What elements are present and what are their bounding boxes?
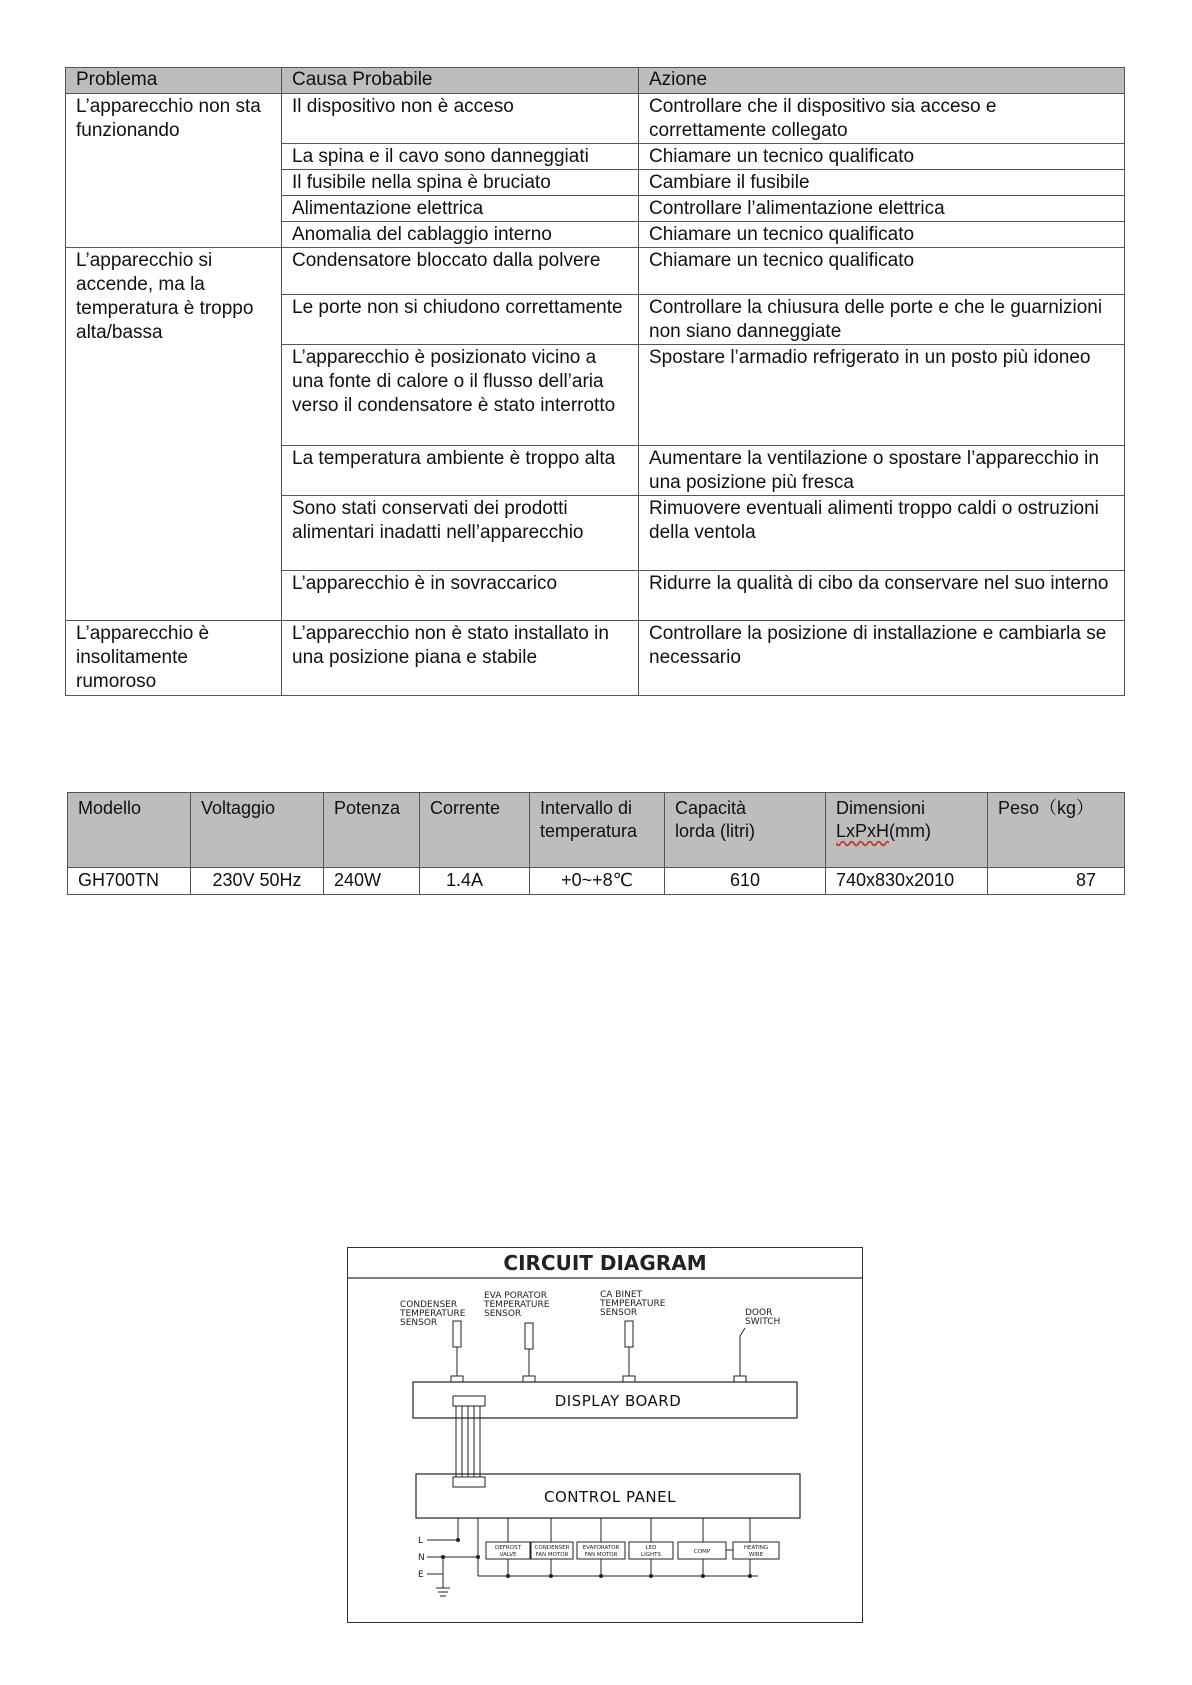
action-cell: Cambiare il fusibile [639,170,1125,196]
sensor-label-cabinet-2: TEMPERATURE [600,1299,666,1309]
action-cell: Chiamare un tecnico qualificato [639,144,1125,170]
junction-dots [441,1538,752,1578]
control-panel-label: CONTROL PANEL [544,1488,676,1506]
line-label-n: N [418,1553,425,1563]
sensor-label-cabinet-3: SENSOR [600,1308,638,1318]
cause-cell: La temperatura ambiente è troppo alta [282,446,639,496]
spec-dimensions: 740x830x2010 [826,868,988,895]
door-switch-label-1: DOOR [745,1308,773,1318]
cause-cell: Il fusibile nella spina è bruciato [282,170,639,196]
spec-header-model: Modello [68,793,191,868]
spec-temp-range: +0~+8℃ [530,868,665,895]
action-cell: Controllare la chiusura delle porte e che le guarnizioni non siano danneggiate [639,295,1125,345]
spec-header-current: Corrente [420,793,530,868]
door-switch-icon [734,1328,746,1382]
spec-header-voltage: Voltaggio [191,793,324,868]
sensor-label-condenser-1: CONDENSER [400,1300,458,1310]
table-header-row [66,68,1125,94]
table-row [66,621,1125,696]
sensor-label-evaporator-3: SENSOR [484,1309,522,1319]
spec-header-dimensions-line1: Dimensioni [836,798,926,818]
line-label-l: L [418,1536,424,1546]
action-cell: Controllare che il dispositivo sia acceso e correttamente collegato [639,94,1125,144]
cause-cell: L’apparecchio non è stato installato in una posizione piana e stabile [282,621,639,696]
sensor-label-cabinet-1: CA BINET [600,1290,643,1300]
action-cell: Ridurre la qualità di cibo da conservare nel suo interno [639,571,1125,621]
problem-cell: L’apparecchio non sta funzionando [66,94,282,248]
spec-header-capacity [665,793,826,868]
spec-header-temp-range [530,793,665,868]
line-label-e: E [418,1570,424,1580]
spec-header-temp-range-line2: temperatura [540,821,638,841]
spec-header-dimensions-unit: LxPxH [836,821,890,841]
action-cell: Controllare l’alimentazione elettrica [639,196,1125,222]
problem-cell: L’apparecchio si accende, ma la temperatura è troppo alta/bassa [66,248,282,621]
spec-voltage: 230V 50Hz [191,868,324,895]
spec-header-temp-range-line1: Intervallo di [540,798,633,818]
action-cell: Rimuovere eventuali alimenti troppo caldi o ostruzioni della ventola [639,496,1125,571]
cause-cell: L’apparecchio è posizionato vicino a una fonte di calore o il flusso dell’aria verso il condensatore è stato interrotto [282,345,639,446]
header-problem: Problema [66,68,282,94]
spec-header-capacity-line2: lorda (litri) [675,821,756,841]
ribbon-cable-icon [453,1396,485,1487]
sensor-label-condenser-3: SENSOR [400,1318,438,1328]
cabinet-sensor-icon [623,1321,635,1382]
load-evaporator-fan-label-2: FAN MOTOR [584,1552,618,1558]
specs-header-row [68,793,1125,868]
specifications-table [67,792,1125,895]
load-heating-wire-label-2: WIRE [748,1552,764,1558]
spec-header-capacity-line1: Capacità [675,798,747,818]
sensor-label-evaporator-2: TEMPERATURE [484,1300,550,1310]
cause-cell: La spina e il cavo sono danneggiati [282,144,639,170]
spec-header-weight: Peso（kg） [988,793,1125,868]
spec-capacity: 610 [665,868,826,895]
cause-cell: Anomalia del cablaggio interno [282,222,639,248]
cause-cell: Condensatore bloccato dalla polvere [282,248,639,295]
problem-cell: L’apparecchio è insolitamente rumoroso [66,621,282,696]
evaporator-sensor-icon [523,1323,535,1382]
display-board-label: DISPLAY BOARD [554,1392,682,1410]
cause-cell: Il dispositivo non è acceso [282,94,639,144]
spec-current: 1.4A [420,868,530,895]
action-cell: Spostare l’armadio refrigerato in un posto più idoneo [639,345,1125,446]
condenser-sensor-icon [451,1321,463,1382]
header-cause: Causa Probabile [282,68,639,94]
troubleshooting-table [65,67,1125,696]
load-condenser-fan-label-2: FAN MOTOR [535,1552,569,1558]
spec-power: 240W [324,868,420,895]
load-led-lights-label-2: LIGHTS [641,1552,661,1558]
load-led-lights-label-1: LED [645,1545,657,1551]
table-row [66,94,1125,144]
spec-header-dimensions-mm: (mm) [889,821,931,841]
action-cell: Aumentare la ventilazione o spostare l’apparecchio in una posizione più fresca [639,446,1125,496]
door-switch-label-2: SWITCH [745,1317,781,1327]
specs-row [68,868,1125,895]
circuit-svg [348,1248,862,1622]
cause-cell: Le porte non si chiudono correttamente [282,295,639,345]
cause-cell: L’apparecchio è in sovraccarico [282,571,639,621]
load-heating-wire-label-1: HEATING [743,1545,769,1551]
table-row [66,248,1125,295]
circuit-diagram [347,1247,863,1623]
header-action: Azione [639,68,1125,94]
spec-header-dimensions [826,793,988,868]
action-cell: Chiamare un tecnico qualificato [639,222,1125,248]
spec-model: GH700TN [68,868,191,895]
spec-header-power: Potenza [324,793,420,868]
cause-cell: Alimentazione elettrica [282,196,639,222]
load-compressor-label: COMP [693,1549,711,1555]
load-condenser-fan-label-1: CONDENSER [534,1545,570,1551]
spec-weight: 87 [988,868,1125,895]
action-cell: Controllare la posizione di installazione e cambiarla se necessario [639,621,1125,696]
circuit-title: CIRCUIT DIAGRAM [503,1251,707,1275]
load-defrost-valve-label-1: DEFROST [495,1545,521,1551]
cause-cell: Sono stati conservati dei prodotti alimentari inadatti nell’apparecchio [282,496,639,571]
sensor-label-condenser-2: TEMPERATURE [400,1309,466,1319]
load-defrost-valve-label-2: VALVE [499,1552,517,1558]
sensor-label-evaporator-1: EVA PORATOR [484,1291,547,1301]
load-evaporator-fan-label-1: EVAPORATOR [582,1545,620,1551]
action-cell: Chiamare un tecnico qualificato [639,248,1125,295]
